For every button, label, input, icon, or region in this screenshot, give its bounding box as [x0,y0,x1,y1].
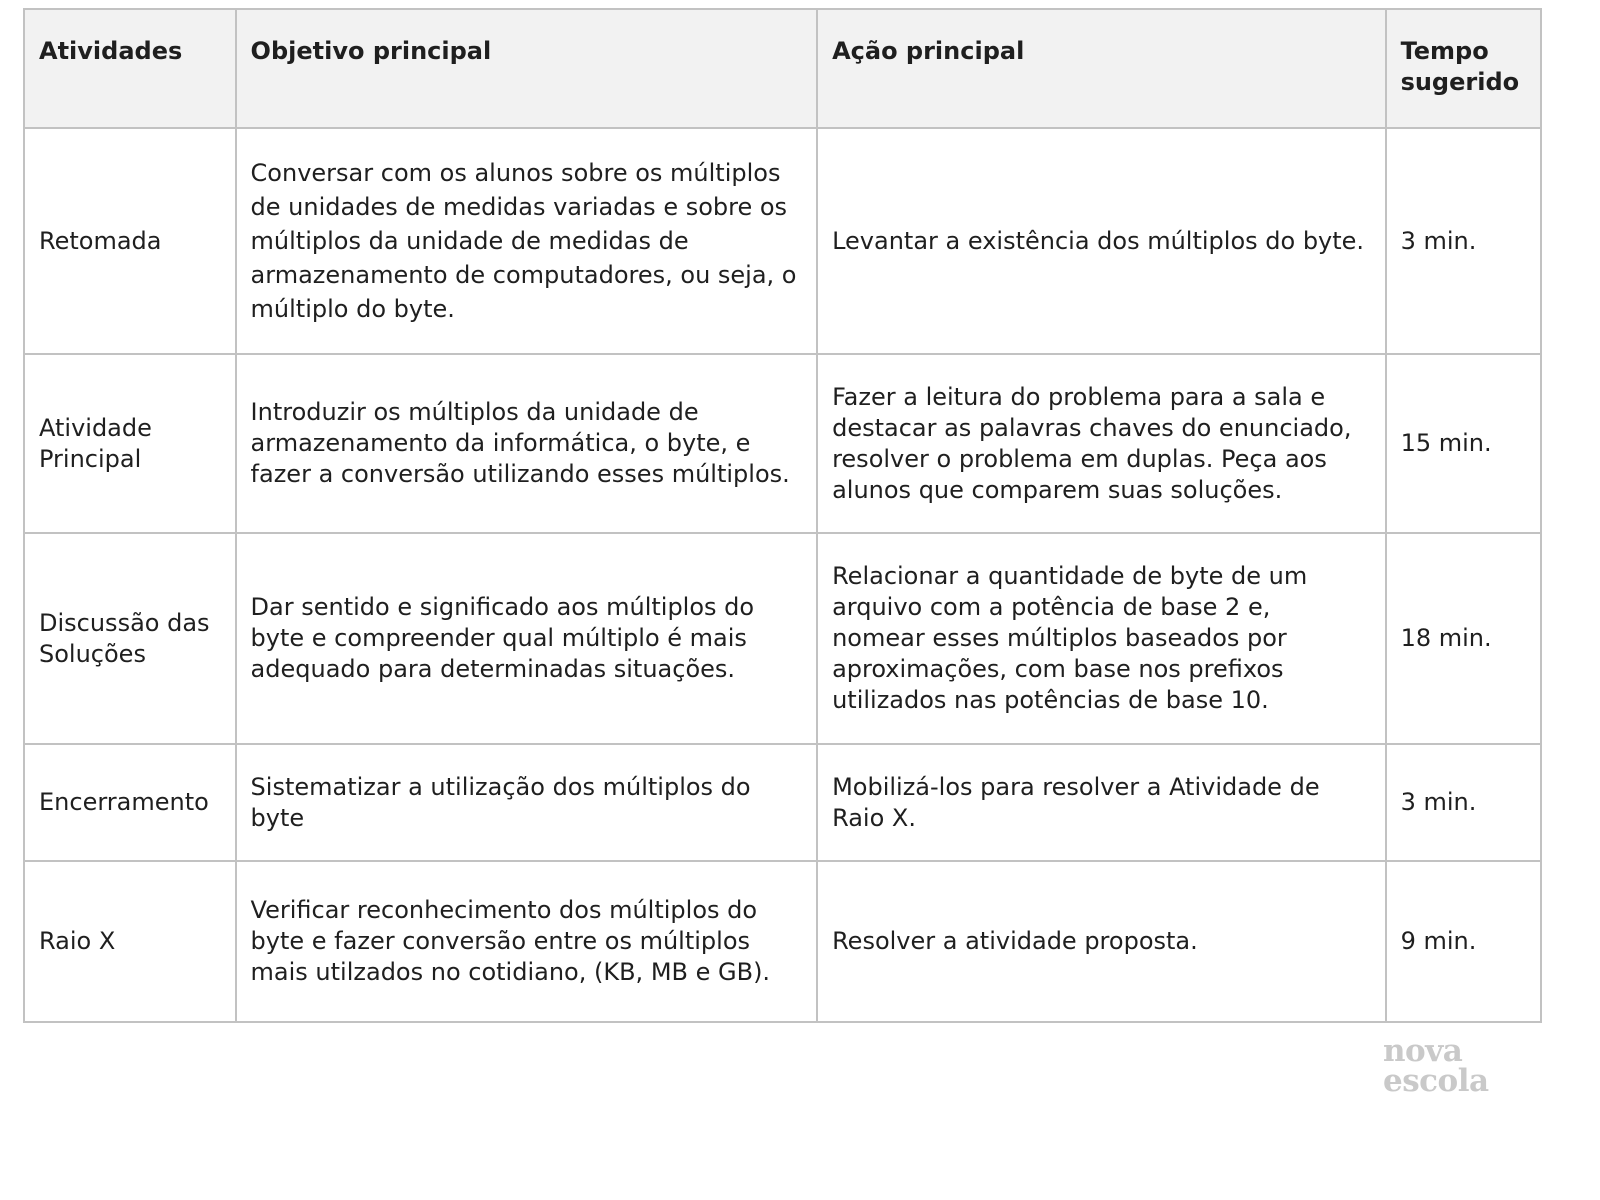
cell-objetivo: Sistematizar a utilização dos múltiplos do byte [236,744,818,861]
lesson-plan-table [23,8,1542,1023]
cell-acao: Fazer a leitura do problema para a sala e destacar as palavras chaves do enunciado, resolver o problema em duplas. Peça aos alunos que comparem suas soluções. [817,354,1385,533]
cell-tempo: 18 min. [1386,533,1541,744]
cell-acao: Mobilizá-los para resolver a Atividade de Raio X. [817,744,1385,861]
logo-line-2: escola [1383,1063,1489,1099]
cell-tempo: 3 min. [1386,744,1541,861]
cell-atividade: Discussão das Soluções [24,533,236,744]
header-acao: Ação principal [817,9,1385,128]
cell-acao: Relacionar a quantidade de byte de um arquivo com a potência de base 2 e, nomear esses múltiplos baseados por aproximações, com base nos prefixos utilizados nas potências de base 10. [817,533,1385,744]
cell-atividade: Raio X [24,861,236,1022]
cell-objetivo: Conversar com os alunos sobre os múltiplos de unidades de medidas variadas e sobre os múltiplos da unidade de medidas de armazenamento de computadores, ou seja, o múltiplo do byte. [236,128,818,354]
table-row [24,533,1541,744]
cell-objetivo: Verificar reconhecimento dos múltiplos do byte e fazer conversão entre os múltiplos mais utilzados no cotidiano, (KB, MB e GB). [236,861,818,1022]
table-row [24,128,1541,354]
header-objetivo: Objetivo principal [236,9,818,128]
cell-objetivo: Dar sentido e significado aos múltiplos do byte e compreender qual múltiplo é mais adequado para determinadas situações. [236,533,818,744]
table-row [24,354,1541,533]
cell-tempo: 15 min. [1386,354,1541,533]
table-row [24,744,1541,861]
cell-tempo: 9 min. [1386,861,1541,1022]
header-tempo: Tempo sugerido [1386,9,1541,128]
cell-atividade: Retomada [24,128,236,354]
logo-line-1: nova [1383,1033,1463,1069]
nova-escola-logo [1383,1033,1503,1099]
cell-acao: Resolver a atividade proposta. [817,861,1385,1022]
header-atividades: Atividades [24,9,236,128]
cell-atividade: Atividade Principal [24,354,236,533]
table-header-row [24,9,1541,128]
table-row [24,861,1541,1022]
cell-tempo: 3 min. [1386,128,1541,354]
cell-acao: Levantar a existência dos múltiplos do byte. [817,128,1385,354]
cell-objetivo: Introduzir os múltiplos da unidade de armazenamento da informática, o byte, e fazer a conversão utilizando esses múltiplos. [236,354,818,533]
cell-atividade: Encerramento [24,744,236,861]
